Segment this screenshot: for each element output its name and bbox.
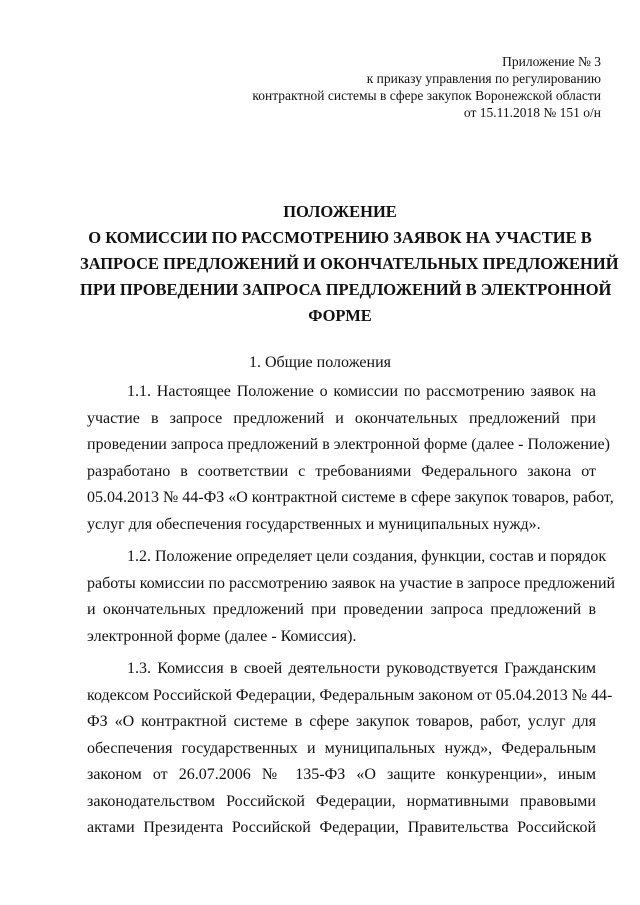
paragraph-1-2	[87, 544, 616, 650]
paragraph-line: и окончательных предложений при проведении запроса предложений в	[87, 601, 596, 618]
document-title	[80, 199, 619, 329]
paragraph-line: законодательством Российской Федерации, нормативными правовыми	[87, 792, 596, 810]
paragraph-line: электронной форме (далее - Комиссия).	[87, 627, 357, 645]
paragraph-1-1	[87, 379, 614, 538]
paragraph-line: 1.3. Комиссия в своей деятельности руководствуется Гражданским	[127, 660, 596, 677]
paragraph-1-3	[87, 656, 613, 842]
title-line: ЗАПРОСЕ ПРЕДЛОЖЕНИЙ И ОКОНЧАТЕЛЬНЫХ ПРЕДЛОЖЕНИЙ	[80, 254, 619, 273]
appendix-order-line: к приказу управления по регулированию	[366, 71, 601, 86]
appendix-number: Приложение № 3	[502, 54, 601, 69]
paragraph-line: разработано в соответствии с требованиями Федерального закона от	[87, 462, 596, 480]
title-line: ПРИ ПРОВЕДЕНИИ ЗАПРОСА ПРЕДЛОЖЕНИЙ В ЭЛЕКТРОННОЙ	[80, 280, 612, 299]
title-line: ФОРМЕ	[308, 306, 372, 325]
appendix-reference	[252, 53, 601, 121]
paragraph-line: услуг для обеспечения государственных и муниципальных нужд».	[87, 515, 541, 533]
paragraph-line: обеспечения государственных и муниципальных нужд», Федеральным	[87, 739, 596, 757]
appendix-order-date: от 15.11.2018 № 151 о/н	[463, 105, 601, 120]
section-body	[87, 379, 616, 848]
paragraph-line: проведении запроса предложений в электронной форме (далее - Положение)	[87, 436, 610, 453]
paragraph-line: 1.1. Настоящее Положение о комиссии по рассмотрению заявок на	[127, 383, 596, 400]
paragraph-line: ФЗ «О контрактной системе в сфере закупок товаров, работ, услуг для	[87, 713, 596, 730]
paragraph-line: 1.2. Положение определяет цели создания, функции, состав и порядок	[127, 548, 607, 565]
paragraph-line: участие в запросе предложений и окончательных предложений при	[87, 409, 596, 427]
title-line: О КОМИССИИ ПО РАССМОТРЕНИЮ ЗАЯВОК НА УЧАСТИЕ В	[88, 228, 592, 247]
appendix-authority-line: контрактной системы в сфере закупок Воронежской области	[252, 88, 601, 103]
section-heading: 1. Общие положения	[248, 354, 392, 371]
paragraph-line: 05.04.2013 № 44-ФЗ «О контрактной системе в сфере закупок товаров, работ,	[87, 489, 614, 506]
title-line: ПОЛОЖЕНИЕ	[283, 202, 397, 221]
paragraph-line: работы комиссии по рассмотрению заявок на участие в запросе предложений	[87, 574, 616, 592]
paragraph-line: кодексом Российской Федерации, Федеральным законом от 05.04.2013 № 44-	[87, 686, 613, 704]
paragraph-line: законом от 26.07.2006 № 135-ФЗ «О защите конкуренции», иным	[87, 766, 596, 783]
paragraph-line: актами Президента Российской Федерации, Правительства Российской	[87, 819, 596, 836]
